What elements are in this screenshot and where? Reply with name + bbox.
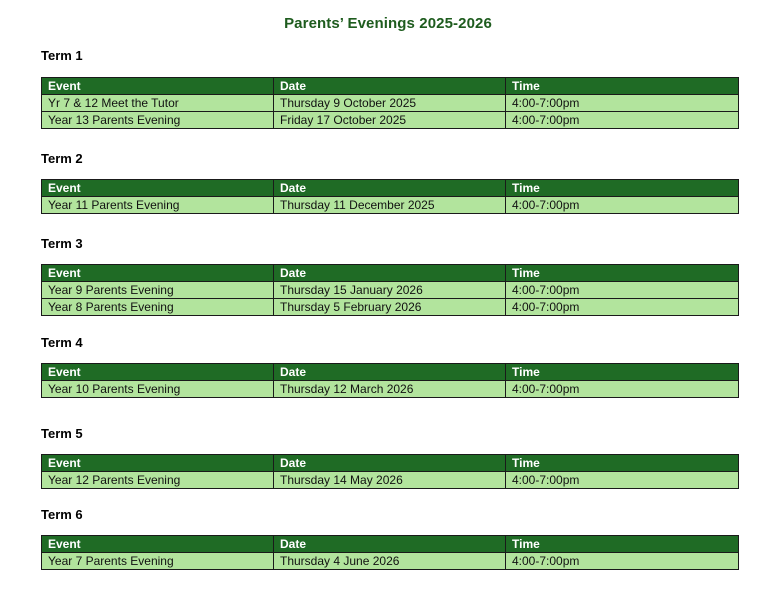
time-column-header: Time: [506, 265, 739, 282]
date-column-header: Date: [274, 180, 506, 197]
term-4-heading: Term 4: [41, 335, 83, 350]
table-header-row: [42, 180, 739, 197]
term-2-heading: Term 2: [41, 151, 83, 166]
date-cell: Thursday 9 October 2025: [274, 95, 506, 112]
time-column-header: Time: [506, 455, 739, 472]
date-cell: Thursday 15 January 2026: [274, 282, 506, 299]
time-cell: 4:00-7:00pm: [506, 282, 739, 299]
event-column-header: Event: [42, 180, 274, 197]
time-column-header: Time: [506, 180, 739, 197]
date-cell: Thursday 12 March 2026: [274, 381, 506, 398]
term-1-heading: Term 1: [41, 48, 83, 63]
time-cell: 4:00-7:00pm: [506, 381, 739, 398]
term-1-table: [41, 77, 739, 129]
time-column-header: Time: [506, 364, 739, 381]
term-6-table: [41, 535, 739, 570]
event-column-header: Event: [42, 364, 274, 381]
date-cell: Thursday 11 December 2025: [274, 197, 506, 214]
event-cell: Year 12 Parents Evening: [42, 472, 274, 489]
term-3-table: [41, 264, 739, 316]
term-5-table: [41, 454, 739, 489]
table-header-row: [42, 536, 739, 553]
table-row: [42, 95, 739, 112]
event-cell: Year 13 Parents Evening: [42, 112, 274, 129]
term-3-heading: Term 3: [41, 236, 83, 251]
term-2-table: [41, 179, 739, 214]
event-cell: Year 8 Parents Evening: [42, 299, 274, 316]
event-column-header: Event: [42, 455, 274, 472]
time-cell: 4:00-7:00pm: [506, 112, 739, 129]
time-column-header: Time: [506, 78, 739, 95]
table-row: [42, 553, 739, 570]
table-row: [42, 381, 739, 398]
event-cell: Year 11 Parents Evening: [42, 197, 274, 214]
term-4-table: [41, 363, 739, 398]
date-cell: Thursday 14 May 2026: [274, 472, 506, 489]
time-cell: 4:00-7:00pm: [506, 299, 739, 316]
table-header-row: [42, 364, 739, 381]
date-cell: Thursday 5 February 2026: [274, 299, 506, 316]
date-cell: Thursday 4 June 2026: [274, 553, 506, 570]
time-cell: 4:00-7:00pm: [506, 472, 739, 489]
time-cell: 4:00-7:00pm: [506, 197, 739, 214]
time-cell: 4:00-7:00pm: [506, 553, 739, 570]
table-row: [42, 112, 739, 129]
time-column-header: Time: [506, 536, 739, 553]
date-column-header: Date: [274, 78, 506, 95]
event-cell: Yr 7 & 12 Meet the Tutor: [42, 95, 274, 112]
date-cell: Friday 17 October 2025: [274, 112, 506, 129]
table-header-row: [42, 455, 739, 472]
table-row: [42, 472, 739, 489]
date-column-header: Date: [274, 536, 506, 553]
term-6-heading: Term 6: [41, 507, 83, 522]
page-title: Parents’ Evenings 2025-2026: [284, 15, 492, 32]
event-column-header: Event: [42, 536, 274, 553]
table-row: [42, 299, 739, 316]
event-cell: Year 10 Parents Evening: [42, 381, 274, 398]
event-column-header: Event: [42, 265, 274, 282]
event-cell: Year 7 Parents Evening: [42, 553, 274, 570]
date-column-header: Date: [274, 265, 506, 282]
table-row: [42, 197, 739, 214]
term-5-heading: Term 5: [41, 426, 83, 441]
table-header-row: [42, 78, 739, 95]
table-header-row: [42, 265, 739, 282]
time-cell: 4:00-7:00pm: [506, 95, 739, 112]
date-column-header: Date: [274, 455, 506, 472]
table-row: [42, 282, 739, 299]
date-column-header: Date: [274, 364, 506, 381]
event-cell: Year 9 Parents Evening: [42, 282, 274, 299]
event-column-header: Event: [42, 78, 274, 95]
